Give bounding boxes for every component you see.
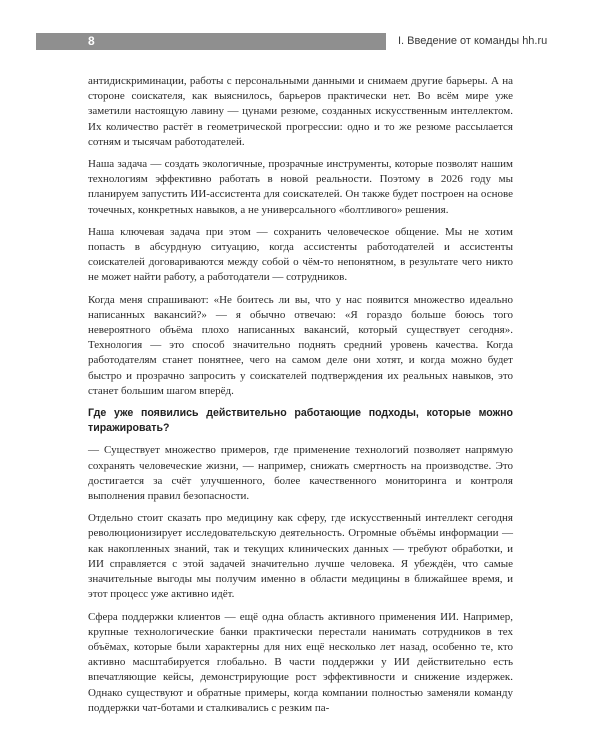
paragraph: Наша задача — создать экологичные, прозрачные инструменты, которые позволят нашим технологиям эффективно работать в новой реальности. Поэтому в 2026 году мы планируем запустить ИИ-ассистента для соискателей. Он также будет построен на основе точечных, конкретных навыков, а не универсального «болтливого» решения. [88,158,513,216]
body-text [88,74,513,723]
paragraph: Сфера поддержки клиентов — ещё одна область активного применения ИИ. Например, крупные технологические банки практически перестали нанимать сотрудников в тех объёмах, которые были характерны для них ещё несколько лет назад, особенно те, кто активно масштабируется глобально. В части поддержки у ИИ действительно есть впечатляющие кейсы, демонстрирующие рост эффективности и снижение издержек. Однако существуют и обратные примеры, когда компании полностью заменяли команду поддержки чат-ботами и сталкивались с резким па- [88,610,513,714]
interview-question: Где уже появились действительно работающие подходы, которые можно тиражировать? [88,407,513,435]
paragraph: Наша ключевая задача при этом — сохранить человеческое общение. Мы не хотим попасть в абсурдную ситуацию, когда ассистенты работодателей и ассистенты соискателей договариваются между собой о чём-то непонятном, в результате чего никто не может найти работу, а работодатели — сотрудников. [88,225,513,284]
paragraph: — Существует множество примеров, где применение технологий позволяет напрямую сохранять человеческие жизни, — например, снижать смертность на производстве. Это достигается за счёт улучшенного, более качественного мониторинга и контроля выполнения правил безопасности. [88,444,513,503]
paragraph: Отдельно стоит сказать про медицину как сферу, где искусственный интеллект сегодня революционизирует исследовательскую деятельность. Огромные объёмы информации — как накопленных знаний, так и текущих клинических данных — требуют обработки, и ИИ справляется с этой задачей значительно лучше человека. Я убеждён, что самые значительные выгоды мы получим именно в области медицины в ближайшее время, и этот процесс уже активно идёт. [88,512,513,601]
paragraph: Когда меня спрашивают: «Не боитесь ли вы, что у нас появится множество идеально написанных вакансий?» — я обычно отвечаю: «Я гораздо больше боюсь того невероятного объёма плохо написанных вакансий, который существует сегодня». Технология — это способ значительно поднять средний уровень качества. Когда работодателям станет понятнее, чего на самом деле они хотят, и когда можно будет быстро и прозрачно запросить у соискателей подтверждения их реальных навыков, это станет большим шагом вперёд. [88,293,513,397]
page-number: 8 [88,34,95,48]
paragraph: антидискриминации, работы с персональными данными и снимаем другие барьеры. А на стороне соискателя, как выяснилось, барьеров практически нет. Во всём мире уже заметили настоящую лавину — цунами резюме, созданных искусственным интеллектом. Их количество растёт в геометрической прогрессии: одно и то же резюме рассылается сотням и тысячам работодателей. [88,75,513,148]
running-head: I. Введение от команды hh.ru [398,35,548,47]
